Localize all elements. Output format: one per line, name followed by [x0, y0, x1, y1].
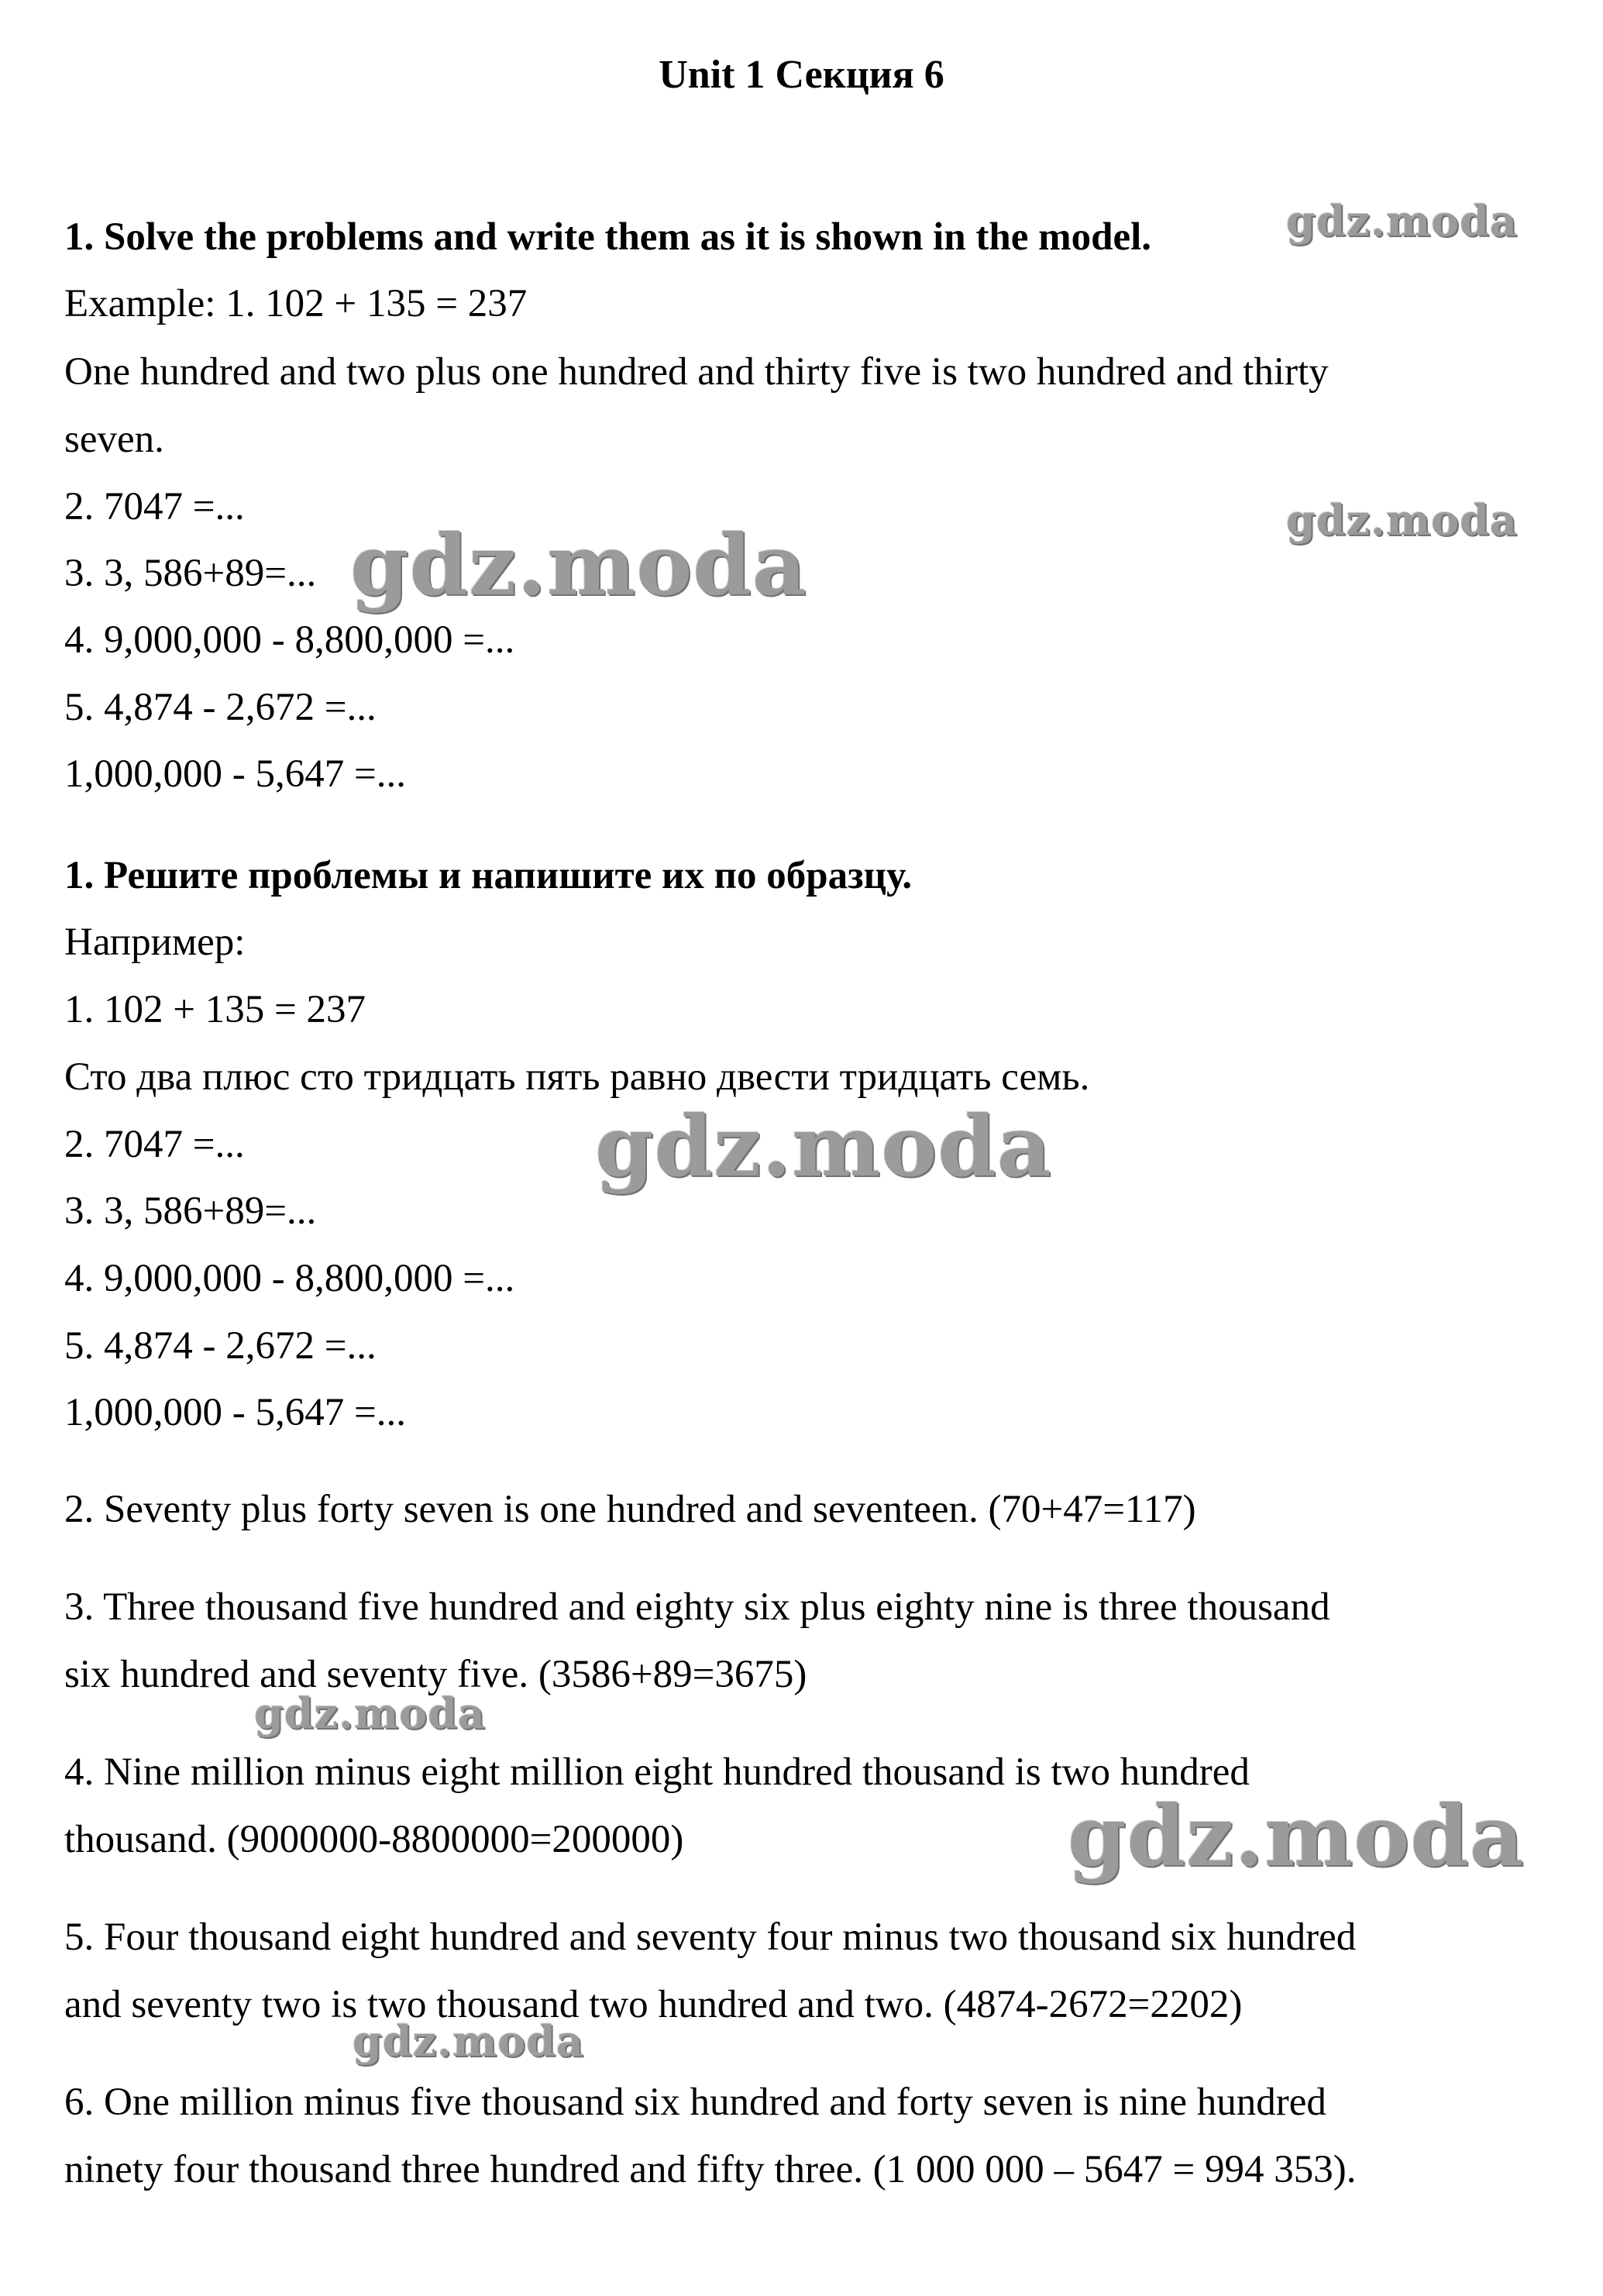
example-label: Например: [64, 921, 246, 964]
problem-item: 4. 9,000,000 - 8,800,000 =... [64, 1257, 515, 1300]
problem-item: 3. 3, 586+89=... [64, 552, 317, 595]
problem-item: 1,000,000 - 5,647 =... [64, 1391, 406, 1434]
watermark: gdz.moda [350, 517, 807, 614]
watermark: gdz.moda [1286, 495, 1518, 545]
example-line: 1. 102 + 135 = 237 [64, 988, 366, 1031]
page-title: Unit 1 Секция 6 [659, 53, 944, 97]
watermark: gdz.moda [254, 1688, 486, 1738]
watermark: gdz.moda [353, 2016, 584, 2066]
problem-item: 3. 3, 586+89=... [64, 1189, 317, 1233]
problem-item: 5. 4,874 - 2,672 =... [64, 1324, 377, 1368]
watermark: gdz.moda [1068, 1788, 1525, 1885]
watermark: gdz.moda [595, 1098, 1052, 1196]
task-heading-english: 1. Solve the problems and write them as it is shown in the model. [64, 215, 1152, 259]
model-sentence-line-2: seven. [64, 418, 164, 461]
example-line: Example: 1. 102 + 135 = 237 [64, 282, 528, 325]
answer-line: 2. Seventy plus forty seven is one hundred and seventeen. (70+47=117) [64, 1488, 1196, 1531]
answer-line: thousand. (9000000-8800000=200000) [64, 1818, 684, 1861]
answer-line: 3. Three thousand five hundred and eighty six plus eighty nine is three thousand [64, 1585, 1330, 1629]
answer-line: six hundred and seventy five. (3586+89=3675) [64, 1653, 807, 1696]
problem-item: 2. 7047 =... [64, 485, 245, 528]
task-heading-russian: 1. Решите проблемы и напишите их по образцу. [64, 854, 913, 897]
problem-item: 1,000,000 - 5,647 =... [64, 752, 406, 796]
problem-item: 4. 9,000,000 - 8,800,000 =... [64, 618, 515, 662]
answer-line: 5. Four thousand eight hundred and seventy four minus two thousand six hundred [64, 1916, 1357, 1959]
problem-item: 2. 7047 =... [64, 1123, 245, 1166]
watermark: gdz.moda [1286, 196, 1518, 246]
answer-line: and seventy two is two thousand two hundred and two. (4874-2672=2202) [64, 1983, 1243, 2026]
answer-line: 4. Nine million minus eight million eight hundred thousand is two hundred [64, 1750, 1250, 1794]
model-sentence-line-1: One hundred and two plus one hundred and thirty five is two hundred and thirty [64, 350, 1329, 394]
model-sentence: Сто два плюс сто тридцать пять равно двести тридцать семь. [64, 1055, 1090, 1099]
answer-line: 6. One million minus five thousand six hundred and forty seven is nine hundred [64, 2081, 1326, 2124]
answer-line: ninety four thousand three hundred and fifty three. (1 000 000 – 5647 = 994 353). [64, 2148, 1357, 2191]
problem-item: 5. 4,874 - 2,672 =... [64, 686, 377, 729]
